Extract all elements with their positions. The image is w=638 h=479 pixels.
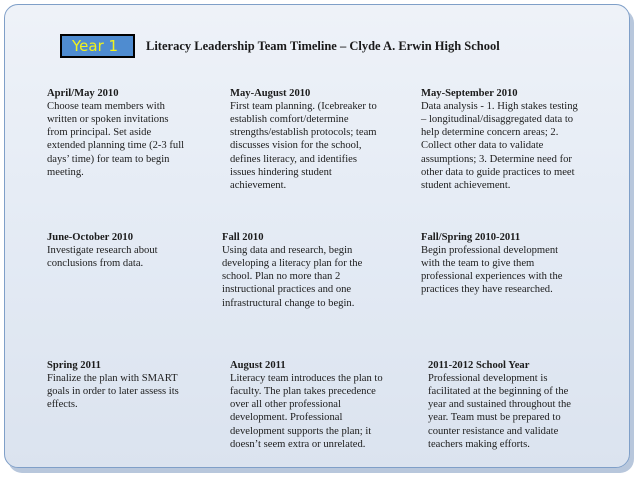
timeline-cell-2011-2012-school-year — [428, 346, 571, 451]
cell-heading: 2011-2012 School Year — [428, 360, 530, 372]
cell-body: Using data and research, begin developing a literacy plan for the school. Plan no more than 2 instructional practices and one infrastructural change to begin. — [222, 245, 363, 309]
year-badge: Year 1 — [60, 34, 135, 58]
cell-heading: Fall 2010 — [222, 232, 264, 244]
cell-body: Investigate research about conclusions from data. — [47, 245, 158, 270]
cell-heading: June-October 2010 — [47, 232, 134, 244]
cell-heading: August 2011 — [230, 360, 286, 372]
cell-body: First team planning. (Icebreaker to establish comfort/determine strengths/establish protocols; team discusses vision for the school, defines literacy, and identifies issues hindering student achievement. — [230, 101, 377, 191]
cell-body: Finalize the plan with SMART goals in order to later assess its effects. — [47, 373, 179, 411]
timeline-cell-may-august-2010 — [230, 74, 377, 192]
page-title: Literacy Leadership Team Timeline – Clyde A. Erwin High School — [146, 39, 500, 53]
cell-heading: May-August 2010 — [230, 88, 311, 100]
cell-heading: Spring 2011 — [47, 360, 101, 372]
timeline-cell-may-september-2010 — [421, 74, 578, 192]
cell-body: Professional development is facilitated at the beginning of the year and sustained throughout the year. Team must be prepared to counter resistance and validate teachers making efforts. — [428, 373, 571, 450]
cell-heading: April/May 2010 — [47, 88, 119, 100]
timeline-cell-spring-2011 — [47, 346, 179, 411]
timeline-cell-april-may-2010 — [47, 74, 184, 179]
timeline-cell-fall-2010 — [222, 218, 362, 310]
cell-heading: Fall/Spring 2010-2011 — [421, 232, 521, 244]
timeline-cell-fall-spring-2010-2011 — [421, 218, 563, 297]
cell-body: Data analysis - 1. High stakes testing – longitudinal/disaggregated data to help determine concern areas; 2. Collect other data to validate assumptions; 3. Determine need for other data to guide practices to meet student achievement. — [421, 101, 578, 191]
timeline-cell-june-october-2010 — [47, 218, 158, 270]
cell-body: Literacy team introduces the plan to faculty. The plan takes precedence over all other professional development. Professional development supports the plan; it doesn’t seem extra or unrelated. — [230, 373, 383, 450]
cell-body: Choose team members with written or spoken invitations from principal. Set aside extended planning time (2-3 full days’ time) for team to begin meeting. — [47, 101, 185, 178]
cell-heading: May-September 2010 — [421, 88, 518, 100]
timeline-cell-august-2011 — [230, 346, 383, 451]
cell-body: Begin professional development with the team to give them professional experiences with the practices they have researched. — [421, 245, 563, 296]
